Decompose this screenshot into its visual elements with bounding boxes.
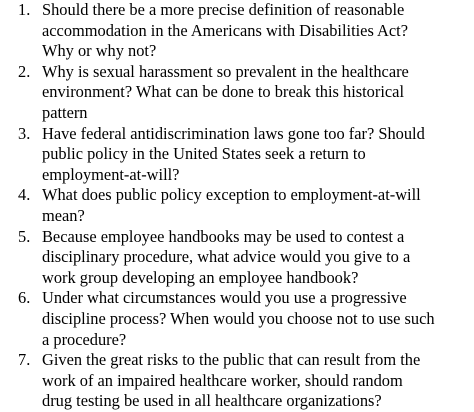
question-item-5 [18,227,474,289]
question-number: 7. [18,350,31,370]
question-item-4 [18,185,474,226]
question-line: mean? [42,205,85,225]
question-number: 1. [18,0,31,19]
question-number: 2. [18,61,31,81]
question-text [42,124,474,186]
question-number: 5. [18,226,31,246]
question-item-7 [18,350,474,412]
question-line: accommodation in the Americans with Disabilities Act? [42,20,408,40]
question-line: a procedure? [42,329,127,349]
question-line: work of an impaired healthcare worker, should random [42,370,403,390]
question-line: Given the great risks to the public that can result from the [42,350,421,370]
question-number: 3. [18,123,31,143]
question-line: Have federal antidiscrimination laws gone too far? Should [42,123,425,143]
question-line: Should there be a more precise definition of reasonable [42,0,405,19]
question-line: work group developing an employee handbook? [42,267,359,287]
question-item-3 [18,124,474,186]
question-item-2 [18,62,474,124]
question-item-1 [18,0,474,62]
question-text [42,185,474,226]
question-line: employment-at-will? [42,164,180,184]
question-text [42,227,474,289]
question-text [42,350,474,412]
question-line: Why or why not? [42,41,157,61]
question-line: What does public policy exception to employment-at-will [42,185,421,205]
question-number: 6. [18,288,31,308]
question-item-6 [18,288,474,350]
question-line: Because employee handbooks may be used to contest a [42,226,405,246]
question-line: Why is sexual harassment so prevalent in the healthcare [42,61,409,81]
question-line: public policy in the United States seek a return to [42,144,366,164]
question-line: Under what circumstances would you use a progressive [42,288,407,308]
question-text [42,62,474,124]
question-list [18,0,474,412]
question-line: discipline process? When would you choose not to use such [42,308,435,328]
question-line: disciplinary procedure, what advice would you give to a [42,247,411,267]
question-text [42,0,474,62]
question-line: drug testing be used in all healthcare organizations? [42,391,382,411]
question-line: pattern [42,102,88,122]
question-line: environment? What can be done to break this historical [42,82,404,102]
question-text [42,288,474,350]
question-number: 4. [18,185,31,205]
